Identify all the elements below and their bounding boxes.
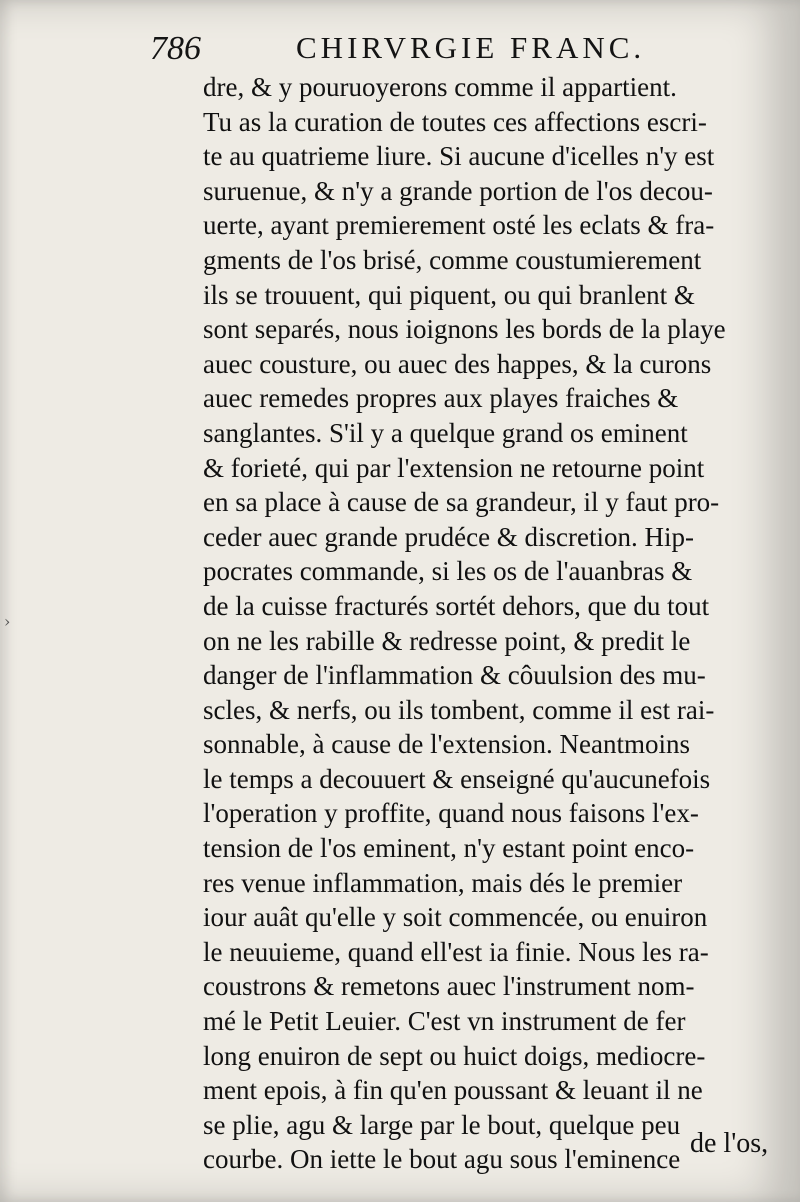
text-line: sonnable, à cause de l'extension. Neantmoins — [203, 729, 690, 760]
text-line: sanglantes. S'il y a quelque grand os eminent — [203, 417, 688, 448]
body-text — [203, 70, 775, 1177]
text-line: scles, & nerfs, ou ils tombent, comme il est rai- — [203, 694, 715, 725]
text-line: coustrons & remetons auec l'instrument nom- — [203, 971, 695, 1002]
text-line: l'operation y proffite, quand nous faisons l'ex- — [203, 798, 699, 829]
text-line: dre, & y pouruoyerons comme il appartient. — [203, 72, 677, 102]
text-line: uerte, ayant premierement osté les eclats & fra- — [203, 210, 715, 241]
text-line: le neuuieme, quand ell'est ia finie. Nous les ra- — [203, 936, 709, 967]
text-line: auec remedes propres aux playes fraiches & — [203, 383, 679, 414]
text-line: ment epois, à fin qu'en poussant & leuant il ne — [203, 1075, 703, 1106]
text-line: ceder auec grande prudéce & discretion. Hip- — [203, 521, 695, 552]
text-line: en sa place à cause de sa grandeur, il y faut pro- — [203, 487, 720, 518]
text-line: & forieté, qui par l'extension ne retourne point — [203, 452, 705, 483]
text-line: te au quatrieme liure. Si aucune d'icelles n'y est — [203, 141, 715, 172]
text-line: pocrates commande, si les os de l'auanbras & — [203, 556, 693, 587]
text-line: suruenue, & n'y a grande portion de l'os decou- — [203, 175, 713, 206]
text-line: courbe. On iette le bout agu sous l'eminence — [203, 1144, 681, 1175]
text-line: res venue inflammation, mais dés le premier — [203, 867, 683, 898]
text-line: iour auât qu'elle y soit commencée, ou enuiron — [203, 902, 708, 933]
catchword: de l'os, — [690, 1128, 769, 1159]
page-header — [150, 28, 670, 68]
text-line: mé le Petit Leuier. C'est vn instrument de fer — [203, 1006, 686, 1037]
text-line: danger de l'inflammation & côuulsion des mu- — [203, 660, 706, 691]
text-line: tension de l'os eminent, n'y estant point enco- — [203, 833, 695, 864]
text-line: Tu as la curation de toutes ces affections escri- — [203, 106, 707, 137]
text-line: auec cousture, ou auec des happes, & la curons — [203, 348, 712, 379]
text-line: on ne les rabille & redresse point, & predit le — [203, 625, 691, 656]
text-line: le temps a decouuert & enseigné qu'aucunefois — [203, 763, 711, 794]
text-line: se plie, agu & large par le bout, quelque peu — [203, 1109, 681, 1140]
text-line: de la cuisse fracturés sortét dehors, que du tout — [203, 590, 710, 621]
text-line: sont separés, nous ioignons les bords de la playe — [203, 314, 726, 345]
text-line: gments de l'os brisé, comme coustumierement — [203, 244, 702, 275]
margin-mark: › — [4, 612, 11, 631]
page-number: 786 — [150, 30, 201, 67]
running-head: CHIRVRGIE FRANC. — [296, 30, 646, 65]
text-line: ils se trouuent, qui piquent, ou qui branlent & — [203, 279, 695, 310]
text-line: long enuiron de sept ou huict doigs, mediocre- — [203, 1040, 706, 1071]
